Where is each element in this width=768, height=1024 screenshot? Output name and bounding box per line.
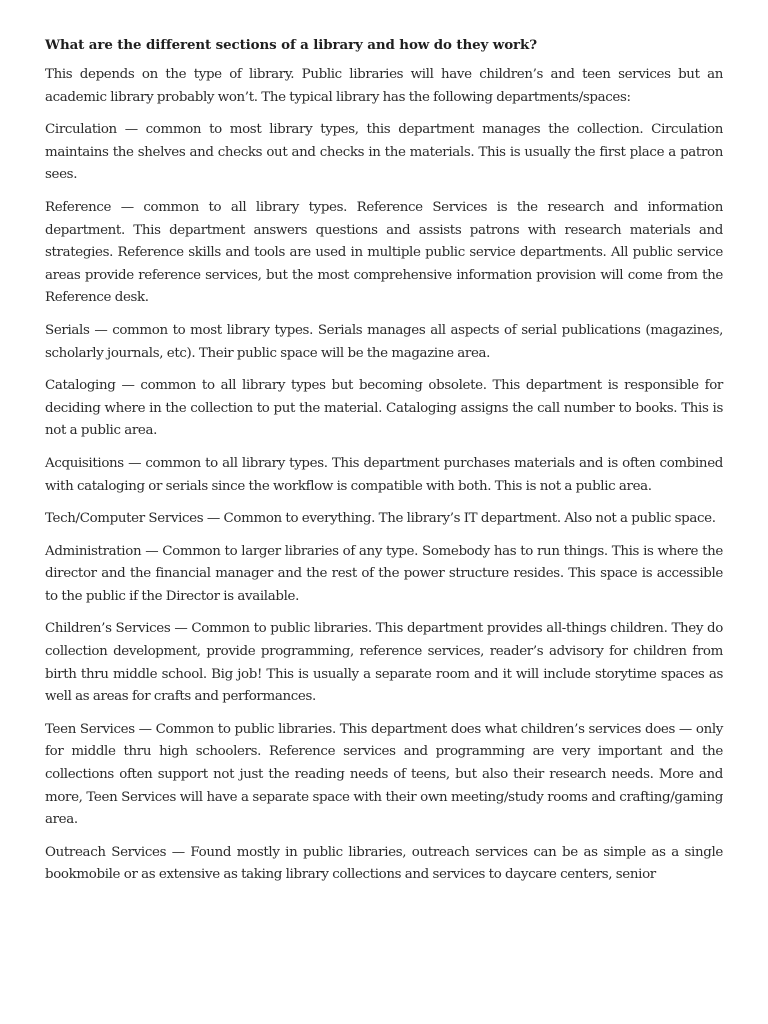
paragraph-childrens-services: Children’s Services — Common to public libraries. This department provides all-things children. They do collection development, provide programming, reference services, reader’s advisory for children from birth thru middle school. Big job! This is usually a separate room and it will include storytime spaces as well as areas for crafts and performances. <box>45 621 723 705</box>
paragraph-administration: Administration — Common to larger libraries of any type. Somebody has to run things. This is where the director and the financial manager and the rest of the power structure resides. This space is accessible to the public if the Director is available. <box>45 543 723 604</box>
paragraph-tech-services: Tech/Computer Services — Common to everything. The library’s IT department. Also not a public space. <box>45 511 716 527</box>
paragraph-serials: Serials — common to most library types. Serials manages all aspects of serial publications (magazines, scholarly journals, etc). Their public space will be the magazine area. <box>45 322 723 361</box>
paragraph-intro: This depends on the type of library. Public libraries will have children’s and teen services but an academic library probably won’t. The typical library has the following departments/spaces: <box>45 67 723 105</box>
paragraph-cataloging: Cataloging — common to all library types but becoming obsolete. This department is responsible for deciding where in the collection to put the material. Cataloging assigns the call number to books. This is not a public area. <box>45 378 723 439</box>
page-title: What are the different sections of a library and how do they work? <box>45 37 537 53</box>
paragraph-circulation: Circulation — common to most library types, this department manages the collection. Circulation maintains the shelves and checks out and checks in the materials. This is usually the first place a patron sees. <box>45 122 723 183</box>
paragraph-acquisitions: Acquisitions — common to all library types. This department purchases materials and is often combined with cataloging or serials since the workflow is compatible with both. This is not a public area. <box>45 455 723 494</box>
paragraph-teen-services: Teen Services — Common to public libraries. This department does what children’s services does — only for middle thru high schoolers. Reference services and programming are very important and the collections often support not just the reading needs of teens, but also their research needs. More and more, Teen Services will have a separate space with their own meeting/study rooms and crafting/gaming area. <box>45 721 723 828</box>
paragraph-reference: Reference — common to all library types. Reference Services is the research and information department. This department answers questions and assists patrons with research materials and strategies. Reference skills and tools are used in multiple public service departments. All public service areas provide reference services, but the most comprehensive information provision will come from the Reference desk. <box>45 199 723 306</box>
paragraph-outreach-services: Outreach Services — Found mostly in public libraries, outreach services can be as simple as a single bookmobile or as extensive as taking library collections and services to daycare centers, senior <box>45 844 723 883</box>
